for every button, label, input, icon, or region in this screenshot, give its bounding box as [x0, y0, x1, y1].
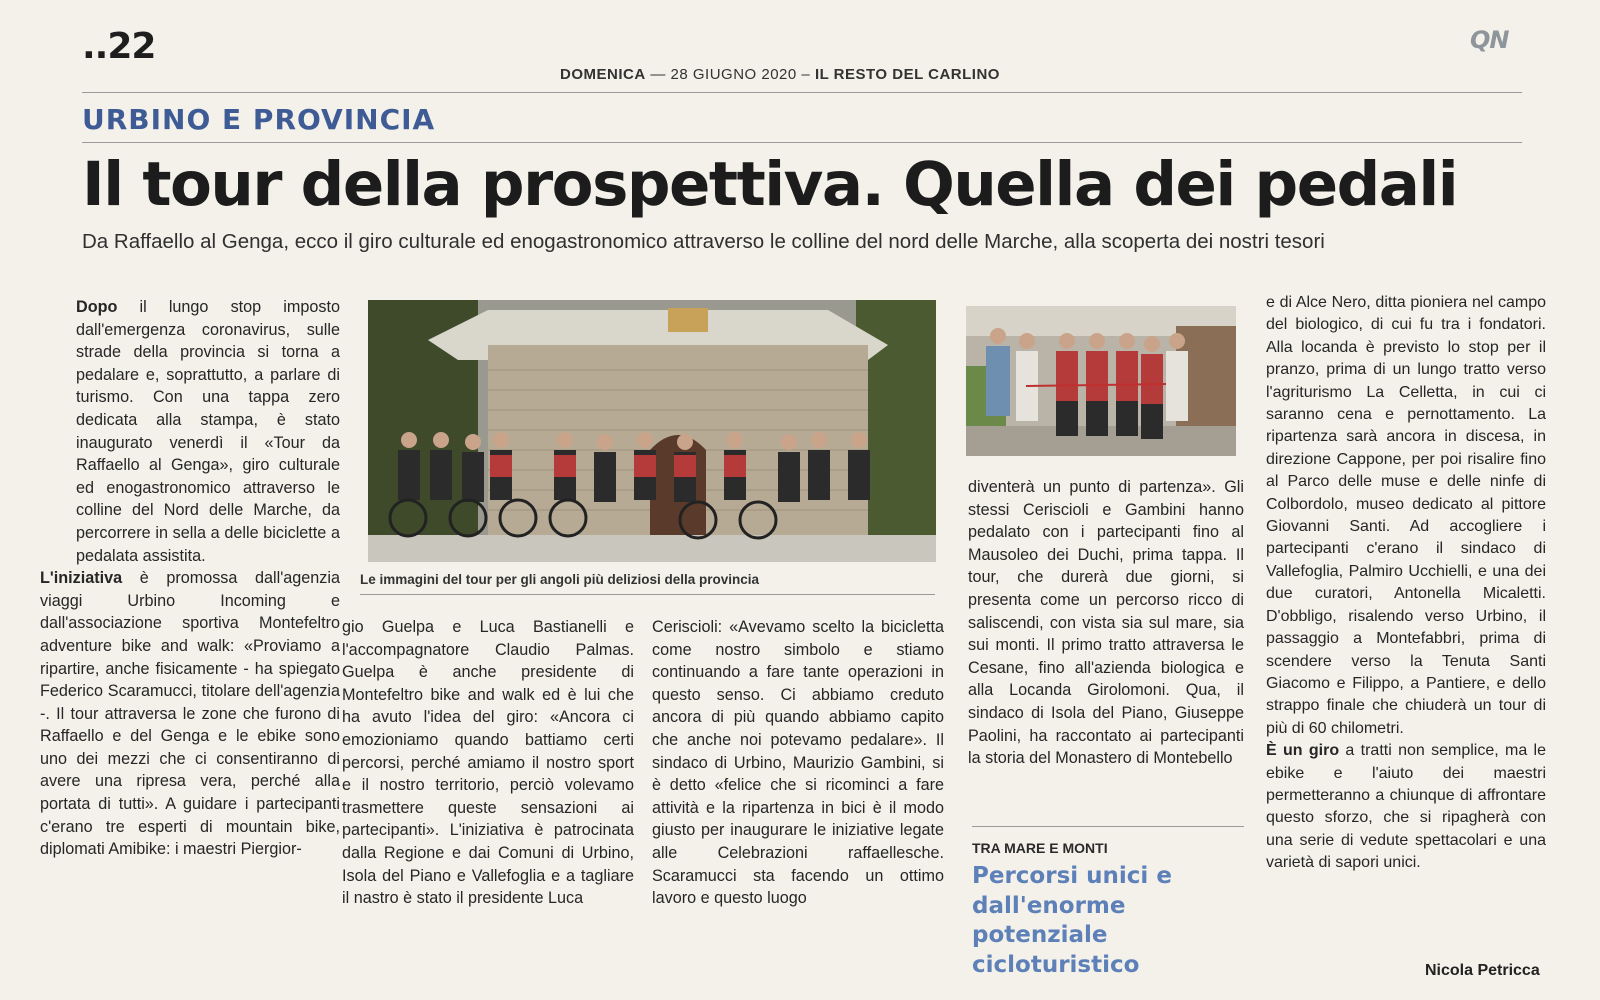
column-5-text-2: a tratti non semplice, ma le ebike e l'aiuto dei maestri permetteranno a chiunque di affrontare questo sforzo, che si ripagherà con una serie di vedute spettacolari e una varietà di sapori unici.: [1266, 742, 1547, 872]
caption-divider: [360, 594, 935, 595]
top-divider: [82, 92, 1522, 93]
qn-logo: QN: [1470, 26, 1509, 54]
photo-caption: Le immagini del tour per gli angoli più deliziosi della provincia: [360, 572, 760, 587]
box-divider: [972, 826, 1244, 827]
section-divider: [82, 142, 1522, 143]
masthead-separator-2: –: [801, 66, 811, 83]
article-column-2: [342, 616, 634, 910]
column-3-text: Ceriscioli: «Avevamo scelto la bicicletta come nostro simbolo e stiamo continuando a fare tante operazioni in questo senso. Ci abbiamo creduto ancora di più quando abbiamo capito che anche noi potevamo pedalare». Il sindaco di Urbino, Maurizio Gambini, si è detto «felice che si ricominci a fare attività e la ripartenza in bici è il modo giusto per inaugurare le iniziative legate alle Celebrazioni raffaellesche. Scaramucci sta facendo un ottimo lavoro e questo luogo: [652, 618, 944, 908]
section-title: URBINO E PROVINCIA: [82, 103, 436, 136]
masthead-date: 28 GIUGNO 2020: [670, 66, 797, 83]
second-photo: [966, 306, 1236, 456]
article-column-1: [40, 296, 340, 861]
subheadline: Da Raffaello al Genga, ecco il giro culturale ed enogastronomico attraverso le colline del nord delle Marche, alla scoperta dei nostri tesori: [82, 230, 1325, 253]
headline: Il tour della prospettiva. Quella dei pedali: [82, 149, 1458, 220]
author-byline: Nicola Petricca: [1425, 962, 1540, 979]
main-photo: [368, 300, 936, 562]
article-column-4: [968, 476, 1244, 770]
lead-word: Dopo: [76, 298, 118, 316]
box-title: Percorsi unici e dall'enorme potenziale cicloturistico: [972, 863, 1172, 978]
column-1-text-2: è promossa dall'agenzia viaggi Urbino Incoming e dall'associazione sportiva Montefeltro adventure bike and walk: «Proviamo a ripartire, anche fisicamente - ha spiegato Federico Scaramucci, titolare dell'agenzia -. Il tour attraversa le zone che furono di Raffaello e del Genga e le ebike sono uno dei mezzi che ci consentiranno di avere una ripresa vera, perché alla portata di tutti». A guidare i partecipanti c'erano tre esperti di mountain bike, diplomati Amibike: i maestri Piergior-: [40, 569, 340, 859]
masthead-day: DOMENICA: [560, 66, 646, 83]
column-4-text: diventerà un punto di partenza». Gli stessi Ceriscioli e Gambini hanno pedalato con i partecipanti fino al Mausoleo dei Duchi, prima tappa. Il tour, che durerà due giorni, si presenta come un percorso ricco di saliscendi, con vista sia sul mare, sia sui monti. Il primo tratto attraversa le Cesane, fino all'azienda biologica e alla Locanda Girolomoni. Qua, il sindaco di Isola del Piano, Giuseppe Paolini, ha raccontato ai partecipanti la storia del Monastero di Montebello: [968, 478, 1244, 768]
page-number: ..22: [82, 26, 156, 67]
box-kicker: TRA MARE E MONTI: [972, 840, 1108, 856]
column-2-text: gio Guelpa e Luca Bastianelli e l'accompagnatore Claudio Palmas. Guelpa è anche presidente di Montefeltro bike and walk ed è lui che ha avuto l'idea del giro: «Ancora ci emozioniamo quando battiamo certi percorsi, perché amiamo il nostro sport e il nostro territorio, perciò volevamo trasmettere queste sensazioni ai partecipanti». L'iniziativa è patrocinata dalla Regione e dai Comuni di Urbino, Isola del Piano e Vallefoglia e a tagliare il nastro è stato il presidente Luca: [342, 618, 634, 908]
masthead-newspaper: IL RESTO DEL CARLINO: [814, 66, 1000, 83]
masthead: [560, 66, 1000, 83]
article-column-5: [1266, 292, 1546, 875]
lead-word-2: L'iniziativa: [40, 569, 123, 588]
masthead-separator: —: [650, 66, 666, 83]
column-5-text-1: e di Alce Nero, ditta pioniera nel campo del biologico, di cui fu tra i fondatori. Alla locanda è previsto lo stop per il pranzo, prima di un lungo tratto verso l'agriturismo La Celletta, in cui ci saranno cena e pernottamento. La ripartenza sarà ancora in discesa, in direzione Cappone, per poi risalire fino al Parco delle muse e delle ninfe di Colbordolo, museo dedicato al pittore Giovanni Santi. Ad accogliere i partecipanti c'erano il sindaco di Vallefoglia, Palmiro Ucchielli, e una dei due curatori, Antonella Micaletti. D'obbligo, risalendo verso Urbino, il passaggio a Montefabbri, prima di scendere verso la Tenuta Santi Giacomo e Filippo, a Pantiere, e dello strappo finale che chiuderà un tour di più di 60 chilometri.: [1266, 294, 1546, 737]
column-1-text-1: il lungo stop imposto dall'emergenza coronavirus, sulle strade della provincia si torna a pedalare e, soprattutto, a parlare di turismo. Con una tappa zero dedicata alla stampa, è stato inaugurato venerdì il «Tour da Raffaello al Genga», giro culturale ed enogastronomico attraverso le colline del Nord delle Marche, da percorrere in sella a delle biciclette a pedalata assistita.: [76, 298, 340, 565]
lead-word-3: È un giro: [1266, 742, 1340, 760]
article-column-3: [652, 616, 944, 910]
